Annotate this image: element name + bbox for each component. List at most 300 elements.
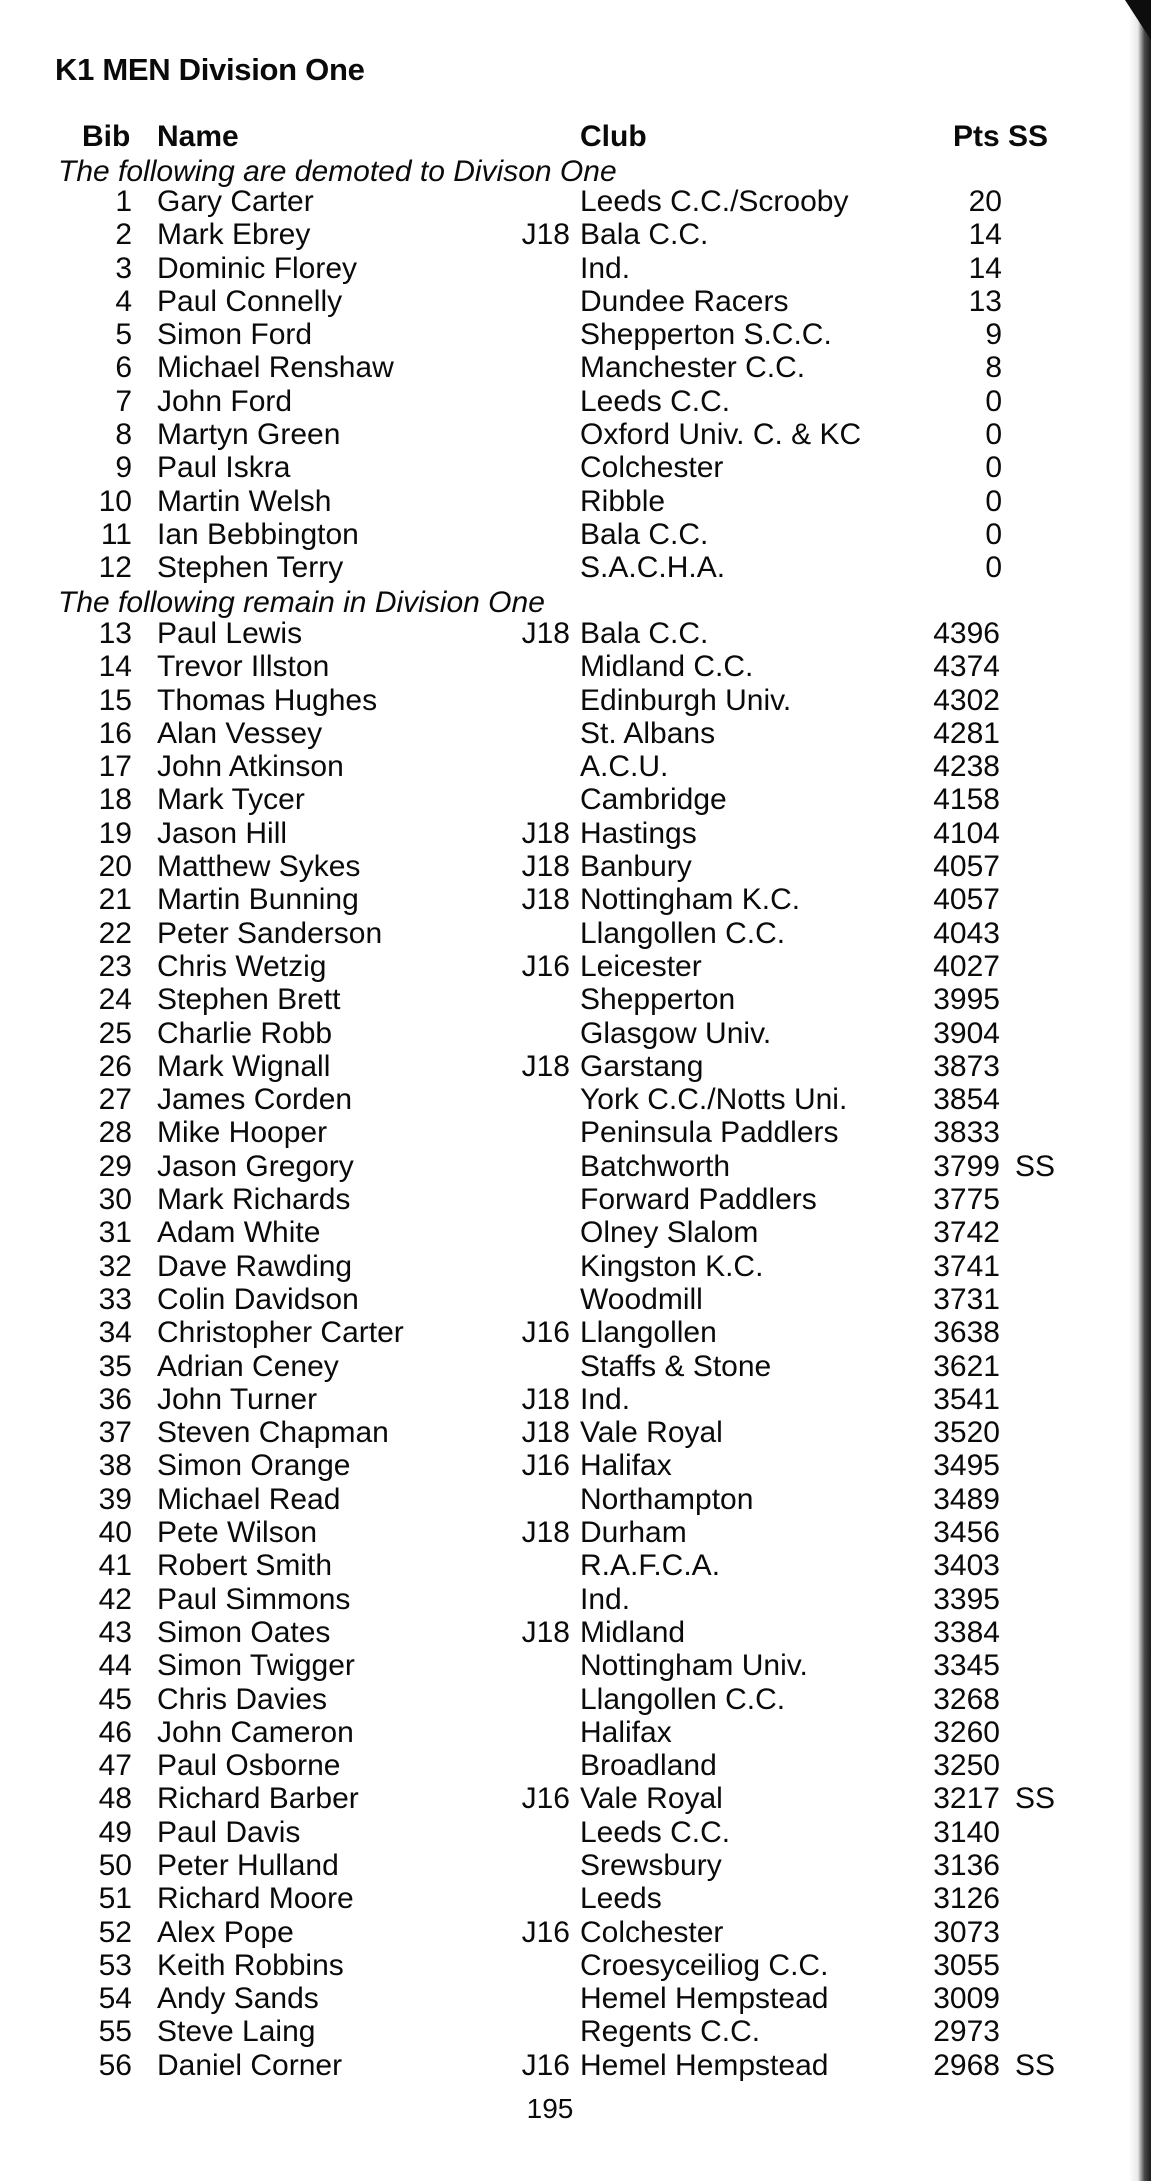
cell-bib: 6 [115,351,132,385]
cell-pts: 3799 [933,1149,1000,1183]
table-row [0,1882,1100,1915]
cell-pts: 0 [985,418,1002,452]
cell-pts: 4374 [933,650,1000,684]
cell-name: Mark Richards [157,1183,351,1217]
table-row [0,551,1100,584]
cell-club: Edinburgh Univ. [580,683,792,717]
cell-cat: J18 [521,1049,570,1083]
cell-pts: 14 [968,218,1002,252]
cell-name: Martyn Green [157,418,341,452]
table-row [0,1649,1100,1682]
cell-name: Adam White [157,1216,321,1250]
cell-name: Richard Barber [157,1782,359,1816]
cell-pts: 3873 [933,1049,1000,1083]
table-row [0,1716,1100,1749]
cell-pts: 3742 [933,1216,1000,1250]
cell-club: Hemel Hempstead [580,2048,829,2082]
table-row [0,1283,1100,1316]
cell-ss: SS [1015,1149,1056,1183]
cell-bib: 44 [98,1649,132,1683]
cell-pts: 3217 [933,1782,1000,1816]
cell-pts: 4043 [933,916,1000,950]
cell-cat: J18 [521,617,570,650]
cell-club: Leeds C.C./Scrooby [580,185,849,218]
table-row [0,617,1100,650]
cell-pts: 3268 [933,1682,1000,1716]
cell-name: Jason Hill [157,816,288,850]
table-row [0,1816,1100,1849]
table-row [0,351,1100,384]
column-header-row [0,120,1100,160]
cell-pts: 3995 [933,983,1000,1017]
table-row [0,1749,1100,1782]
cell-club: Vale Royal [580,1782,723,1816]
cell-name: Alex Pope [157,1915,294,1949]
cell-bib: 12 [98,551,132,585]
cell-name: Adrian Ceney [157,1349,339,1383]
cell-pts: 0 [985,517,1002,551]
table-row [0,1350,1100,1383]
cell-pts: 3345 [933,1649,1000,1683]
cell-club: Broadland [580,1749,717,1783]
cell-pts: 0 [985,451,1002,485]
cell-cat: J18 [521,1516,570,1550]
cell-club: Kingston K.C. [580,1249,764,1283]
table-row [0,1150,1100,1183]
cell-name: Paul Connelly [157,284,343,318]
cell-pts: 4396 [933,617,1000,650]
table-row [0,2015,1100,2048]
cell-name: John Turner [157,1382,318,1416]
table-row [0,1916,1100,1949]
cell-pts: 3731 [933,1282,1000,1316]
cell-club: Shepperton [580,983,736,1017]
cell-bib: 2 [115,218,132,252]
cell-pts: 3520 [933,1416,1000,1450]
table-row [0,1449,1100,1482]
table-row [0,485,1100,518]
cell-bib: 27 [98,1083,132,1117]
cell-club: Leeds C.C. [580,1815,731,1849]
cell-bib: 9 [115,451,132,485]
cell-bib: 40 [98,1516,132,1550]
cell-club: Nottingham Univ. [580,1649,808,1683]
table-row [0,185,1100,218]
cell-club: Colchester [580,451,724,485]
cell-cat: J16 [521,1449,570,1483]
cell-name: Jason Gregory [157,1149,354,1183]
table-row [0,950,1100,983]
cell-club: Oxford Univ. C. & KC [580,418,862,452]
cell-bib: 39 [98,1482,132,1516]
cell-club: Dundee Racers [580,284,789,318]
cell-bib: 8 [115,418,132,452]
cell-name: Chris Wetzig [157,949,327,983]
cell-club: Ind. [580,251,631,285]
cell-name: Simon Ford [157,318,313,352]
table-row [0,1616,1100,1649]
table-row [0,1316,1100,1349]
cell-name: Keith Robbins [157,1948,344,1982]
cell-name: John Ford [157,384,293,418]
cell-pts: 0 [985,551,1002,585]
table-row [0,318,1100,351]
cell-bib: 35 [98,1349,132,1383]
cell-bib: 25 [98,1016,132,1050]
cell-bib: 10 [98,484,132,518]
cell-name: Steven Chapman [157,1416,389,1450]
cell-club: Garstang [580,1049,704,1083]
cell-bib: 14 [98,650,132,684]
cell-bib: 31 [98,1216,132,1250]
cell-name: Colin Davidson [157,1282,359,1316]
cell-pts: 4027 [933,949,1000,983]
cell-bib: 17 [98,750,132,784]
cell-club: Glasgow Univ. [580,1016,772,1050]
cell-pts: 3009 [933,1982,1000,2016]
cell-bib: 32 [98,1249,132,1283]
table-row [0,1017,1100,1050]
header-name: Name [157,120,239,153]
page-title: K1 MEN Division One [55,52,365,87]
cell-name: Dave Rawding [157,1249,353,1283]
cell-club: Llangollen C.C. [580,916,786,950]
cell-bib: 43 [98,1615,132,1649]
cell-bib: 52 [98,1915,132,1949]
page-edge-shadow [1129,0,1151,2181]
cell-name: Peter Hulland [157,1848,339,1882]
cell-name: Paul Simmons [157,1582,351,1616]
page-number: 195 [526,2093,574,2124]
cell-club: S.A.C.H.A. [580,551,726,585]
cell-bib: 1 [115,185,132,218]
cell-pts: 4238 [933,750,1000,784]
cell-bib: 19 [98,816,132,850]
cell-pts: 3833 [933,1116,1000,1150]
cell-bib: 41 [98,1549,132,1583]
cell-name: Trevor Illston [157,650,330,684]
cell-bib: 13 [98,617,132,650]
cell-bib: 37 [98,1416,132,1450]
table-row [0,1549,1100,1582]
remain-list [0,617,1100,2082]
cell-cat: J16 [521,1915,570,1949]
table-row [0,1949,1100,1982]
cell-club: Bala C.C. [580,517,709,551]
table-row [0,1583,1100,1616]
cell-name: Simon Oates [157,1615,331,1649]
table-row [0,1416,1100,1449]
cell-bib: 4 [115,284,132,318]
table-row [0,1483,1100,1516]
cell-club: Batchworth [580,1149,731,1183]
cell-name: Simon Twigger [157,1649,355,1683]
cell-club: Olney Slalom [580,1216,759,1250]
table-row [0,750,1100,783]
cell-name: Thomas Hughes [157,683,378,717]
cell-name: John Atkinson [157,750,344,784]
cell-pts: 3495 [933,1449,1000,1483]
cell-bib: 21 [98,883,132,917]
cell-bib: 46 [98,1715,132,1749]
cell-name: Alan Vessey [157,716,323,750]
table-row [0,385,1100,418]
cell-name: Paul Osborne [157,1749,341,1783]
cell-name: Stephen Brett [157,983,341,1017]
cell-club: Srewsbury [580,1848,722,1882]
cell-club: Cambridge [580,783,727,817]
cell-ss: SS [1015,1782,1056,1816]
cell-name: Charlie Robb [157,1016,333,1050]
cell-cat: J18 [521,218,570,252]
cell-bib: 3 [115,251,132,285]
cell-club: Colchester [580,1915,724,1949]
cell-club: Ind. [580,1382,631,1416]
cell-bib: 36 [98,1382,132,1416]
cell-cat: J18 [521,1416,570,1450]
table-row [0,917,1100,950]
cell-cat: J16 [521,949,570,983]
cell-pts: 3250 [933,1749,1000,1783]
cell-club: Peninsula Paddlers [580,1116,839,1150]
cell-bib: 33 [98,1282,132,1316]
cell-pts: 3489 [933,1482,1000,1516]
cell-name: Ian Bebbington [157,517,359,551]
cell-name: Paul Davis [157,1815,301,1849]
cell-name: Chris Davies [157,1682,328,1716]
cell-club: Leeds [580,1882,662,1916]
cell-pts: 2973 [933,2015,1000,2049]
cell-bib: 51 [98,1882,132,1916]
cell-club: A.C.U. [580,750,669,784]
cell-cat: J18 [521,816,570,850]
cell-club: Regents C.C. [580,2015,761,2049]
cell-name: Daniel Corner [157,2048,343,2082]
table-row [0,451,1100,484]
cell-name: Paul Iskra [157,451,291,485]
cell-bib: 22 [98,916,132,950]
cell-club: Ind. [580,1582,631,1616]
table-row [0,1050,1100,1083]
table-row [0,783,1100,816]
cell-pts: 4057 [933,850,1000,884]
cell-club: Hastings [580,816,697,850]
cell-pts: 3638 [933,1316,1000,1350]
cell-pts: 14 [968,251,1002,285]
cell-club: Llangollen [580,1316,717,1350]
cell-club: Manchester C.C. [580,351,806,385]
cell-bib: 54 [98,1982,132,2016]
cell-pts: 3904 [933,1016,1000,1050]
table-row [0,717,1100,750]
table-row [0,1849,1100,1882]
cell-cat: J18 [521,1615,570,1649]
demoted-list [0,185,1100,585]
cell-pts: 9 [985,318,1002,352]
table-row [0,983,1100,1016]
table-row [0,1183,1100,1216]
table-row [0,1516,1100,1549]
cell-name: Dominic Florey [157,251,358,285]
cell-pts: 2968 [933,2048,1000,2082]
cell-pts: 3260 [933,1715,1000,1749]
cell-name: Mike Hooper [157,1116,328,1150]
cell-bib: 28 [98,1116,132,1150]
cell-club: Durham [580,1516,687,1550]
cell-cat: J18 [521,883,570,917]
cell-name: Mark Wignall [157,1049,331,1083]
cell-club: Midland C.C. [580,650,754,684]
cell-pts: 3126 [933,1882,1000,1916]
cell-bib: 49 [98,1815,132,1849]
cell-name: Richard Moore [157,1882,354,1916]
header-club: Club [580,120,647,153]
cell-pts: 3621 [933,1349,1000,1383]
cell-pts: 4104 [933,816,1000,850]
table-row [0,518,1100,551]
table-row [0,2049,1100,2082]
table-row [0,1782,1100,1815]
cell-bib: 53 [98,1948,132,1982]
cell-club: Leeds C.C. [580,384,731,418]
cell-club: Midland [580,1615,686,1649]
cell-club: Shepperton S.C.C. [580,318,832,352]
cell-pts: 4281 [933,716,1000,750]
table-row [0,285,1100,318]
cell-name: Gary Carter [157,185,314,218]
cell-pts: 0 [985,384,1002,418]
cell-club: R.A.F.C.A. [580,1549,721,1583]
cell-bib: 20 [98,850,132,884]
cell-pts: 3541 [933,1382,1000,1416]
table-row [0,1982,1100,2015]
header-pts-ss: Pts SS [953,120,1049,153]
cell-club: Leicester [580,949,702,983]
cell-pts: 3073 [933,1915,1000,1949]
cell-bib: 30 [98,1183,132,1217]
cell-bib: 15 [98,683,132,717]
cell-pts: 3140 [933,1815,1000,1849]
cell-bib: 26 [98,1049,132,1083]
cell-cat: J16 [521,1316,570,1350]
cell-club: Hemel Hempstead [580,1982,829,2016]
cell-pts: 3775 [933,1183,1000,1217]
cell-bib: 34 [98,1316,132,1350]
table-row [0,218,1100,251]
cell-cat: J16 [521,1782,570,1816]
table-row [0,817,1100,850]
cell-bib: 16 [98,716,132,750]
cell-pts: 20 [968,185,1002,218]
table-row [0,684,1100,717]
cell-name: Michael Renshaw [157,351,394,385]
cell-pts: 3055 [933,1948,1000,1982]
cell-club: Northampton [580,1482,754,1516]
cell-club: Ribble [580,484,666,518]
cell-name: Mark Tycer [157,783,305,817]
cell-name: Christopher Carter [157,1316,404,1350]
cell-bib: 5 [115,318,132,352]
cell-club: Halifax [580,1715,672,1749]
cell-pts: 4158 [933,783,1000,817]
cell-name: Simon Orange [157,1449,351,1483]
table-row [0,418,1100,451]
cell-club: Bala C.C. [580,218,709,252]
cell-bib: 45 [98,1682,132,1716]
table-row [0,1116,1100,1149]
cell-pts: 3741 [933,1249,1000,1283]
cell-bib: 11 [100,517,132,551]
cell-pts: 4057 [933,883,1000,917]
table-row [0,883,1100,916]
cell-bib: 50 [98,1848,132,1882]
cell-name: Steve Laing [157,2015,316,2049]
cell-cat: J18 [521,850,570,884]
table-row [0,1250,1100,1283]
cell-pts: 8 [985,351,1002,385]
cell-club: St. Albans [580,716,716,750]
cell-ss: SS [1015,2048,1056,2082]
header-bib: Bib [82,120,131,153]
cell-club: Forward Paddlers [580,1183,817,1217]
table-row [0,1683,1100,1716]
cell-bib: 47 [98,1749,132,1783]
cell-pts: 0 [985,484,1002,518]
cell-pts: 4302 [933,683,1000,717]
cell-name: Stephen Terry [157,551,344,585]
cell-name: Peter Sanderson [157,916,383,950]
cell-name: Mark Ebrey [157,218,311,252]
table-row [0,1216,1100,1249]
cell-bib: 55 [98,2015,132,2049]
cell-club: Nottingham K.C. [580,883,801,917]
cell-bib: 7 [115,384,132,418]
cell-bib: 56 [98,2048,132,2082]
cell-pts: 3384 [933,1615,1000,1649]
cell-name: Robert Smith [157,1549,333,1583]
cell-pts: 3395 [933,1582,1000,1616]
cell-club: Llangollen C.C. [580,1682,786,1716]
cell-bib: 42 [98,1582,132,1616]
cell-club: Bala C.C. [580,617,709,650]
cell-club: Woodmill [580,1282,703,1316]
table-row [0,1083,1100,1116]
cell-cat: J16 [521,2048,570,2082]
cell-pts: 13 [968,284,1002,318]
cell-pts: 3136 [933,1848,1000,1882]
cell-cat: J18 [521,1382,570,1416]
cell-bib: 18 [98,783,132,817]
cell-bib: 23 [98,949,132,983]
cell-club: Croesyceiliog C.C. [580,1948,829,1982]
table-row [0,252,1100,285]
cell-name: Pete Wilson [157,1516,318,1550]
section-label-demoted: The following are demoted to Divison One [58,155,617,188]
table-row [0,1383,1100,1416]
cell-club: Staffs & Stone [580,1349,772,1383]
cell-name: Andy Sands [157,1982,319,2016]
cell-club: Halifax [580,1449,672,1483]
cell-name: Martin Welsh [157,484,332,518]
cell-name: James Corden [157,1083,353,1117]
cell-pts: 3456 [933,1516,1000,1550]
table-row [0,850,1100,883]
cell-name: John Cameron [157,1715,354,1749]
section-label-remain: The following remain in Division One [58,586,545,619]
cell-pts: 3854 [933,1083,1000,1117]
cell-bib: 48 [98,1782,132,1816]
cell-pts: 3403 [933,1549,1000,1583]
